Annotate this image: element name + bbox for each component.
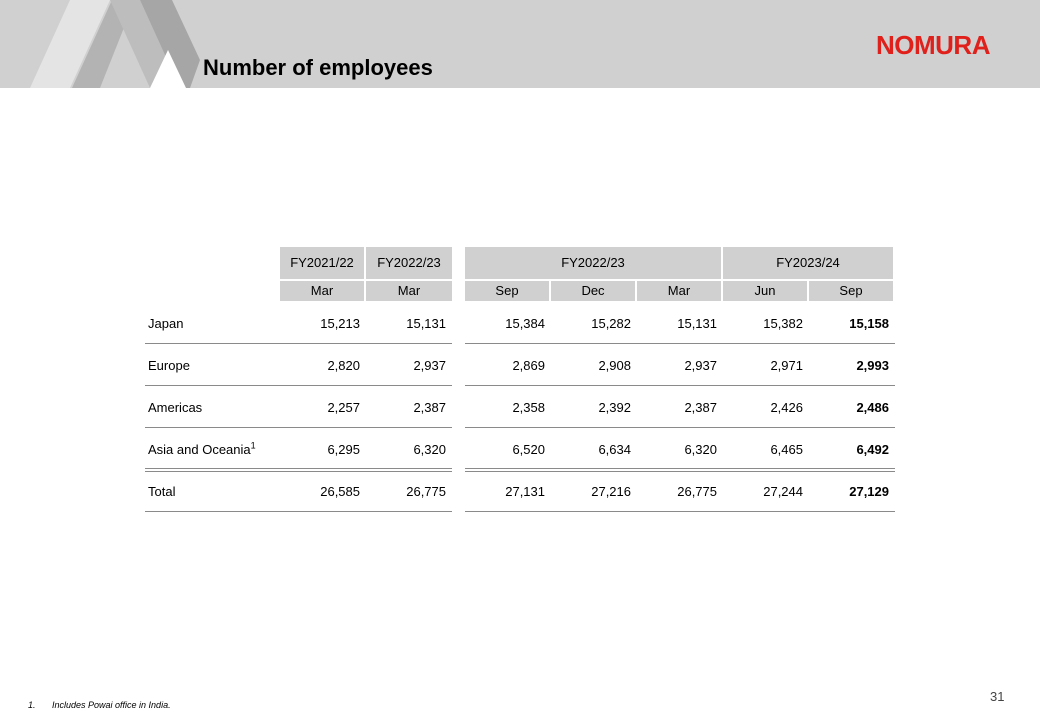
table-cell: 15,384 (505, 316, 545, 331)
footnote: 1. Includes Powai office in India. (28, 700, 171, 710)
table-cell-latest: 6,492 (856, 442, 889, 457)
table-cell: 6,320 (413, 442, 446, 457)
sub-header-sep-1: Sep (465, 281, 549, 301)
table-cell: 2,971 (770, 358, 803, 373)
page-title: Number of employees (203, 55, 433, 80)
table-cell-latest: 2,486 (856, 400, 889, 415)
page-number: 31 (990, 689, 1005, 704)
total-divider (145, 471, 452, 472)
row-divider (465, 427, 895, 428)
table-cell: 27,131 (505, 484, 545, 499)
table-cell: 6,320 (684, 442, 717, 457)
sub-header-mar-2: Mar (366, 281, 452, 301)
table-cell: 6,295 (327, 442, 360, 457)
group-header-fy2021-22: FY2021/22 (280, 247, 364, 279)
footnote-marker: 1 (250, 440, 256, 451)
row-divider (465, 511, 895, 512)
table-cell: 26,775 (677, 484, 717, 499)
row-divider (465, 385, 895, 386)
table-cell: 2,392 (598, 400, 631, 415)
table-cell: 15,382 (763, 316, 803, 331)
row-divider (145, 343, 452, 344)
row-label-americas: Americas (148, 400, 203, 415)
table-cell: 2,257 (327, 400, 360, 415)
sub-header-dec: Dec (551, 281, 635, 301)
table-cell-latest: 27,129 (849, 484, 889, 499)
table-cell: 27,244 (763, 484, 803, 499)
sub-header-jun: Jun (723, 281, 807, 301)
sub-header-mar-1: Mar (280, 281, 364, 301)
table-cell: 26,585 (320, 484, 360, 499)
table-cell: 2,358 (512, 400, 545, 415)
row-label-europe: Europe (148, 358, 190, 373)
table-cell: 2,869 (512, 358, 545, 373)
table-cell: 26,775 (406, 484, 446, 499)
sub-header-mar-3: Mar (637, 281, 721, 301)
total-divider (465, 468, 895, 469)
row-label-total: Total (148, 484, 176, 499)
table-cell: 6,520 (512, 442, 545, 457)
row-divider (145, 427, 452, 428)
table-cell: 27,216 (591, 484, 631, 499)
row-divider (145, 385, 452, 386)
group-header-fy2022-23-quarters: FY2022/23 (465, 247, 721, 279)
table-cell: 2,387 (413, 400, 446, 415)
table-cell: 2,820 (327, 358, 360, 373)
table-cell: 2,937 (684, 358, 717, 373)
group-header-fy2022-23: FY2022/23 (366, 247, 452, 279)
sub-header-sep-2: Sep (809, 281, 893, 301)
table-cell-latest: 2,993 (856, 358, 889, 373)
table-cell: 6,465 (770, 442, 803, 457)
table-cell: 15,131 (406, 316, 446, 331)
table-cell-latest: 15,158 (849, 316, 889, 331)
table-cell: 15,213 (320, 316, 360, 331)
total-divider (145, 468, 452, 469)
group-header-fy2023-24: FY2023/24 (723, 247, 893, 279)
table-cell: 2,908 (598, 358, 631, 373)
table-cell: 2,937 (413, 358, 446, 373)
row-divider (465, 343, 895, 344)
table-cell: 2,426 (770, 400, 803, 415)
row-label-japan: Japan (148, 316, 184, 331)
table-cell: 6,634 (598, 442, 631, 457)
nomura-logo (876, 28, 1010, 58)
row-label-asia-oceania: Asia and Oceania$^1$ (148, 440, 256, 457)
total-divider (465, 471, 895, 472)
table-cell: 15,282 (591, 316, 631, 331)
svg-text:NOMURA: NOMURA (876, 30, 990, 58)
row-divider (145, 511, 452, 512)
table-cell: 2,387 (684, 400, 717, 415)
table-cell: 15,131 (677, 316, 717, 331)
header-band (0, 0, 1040, 88)
